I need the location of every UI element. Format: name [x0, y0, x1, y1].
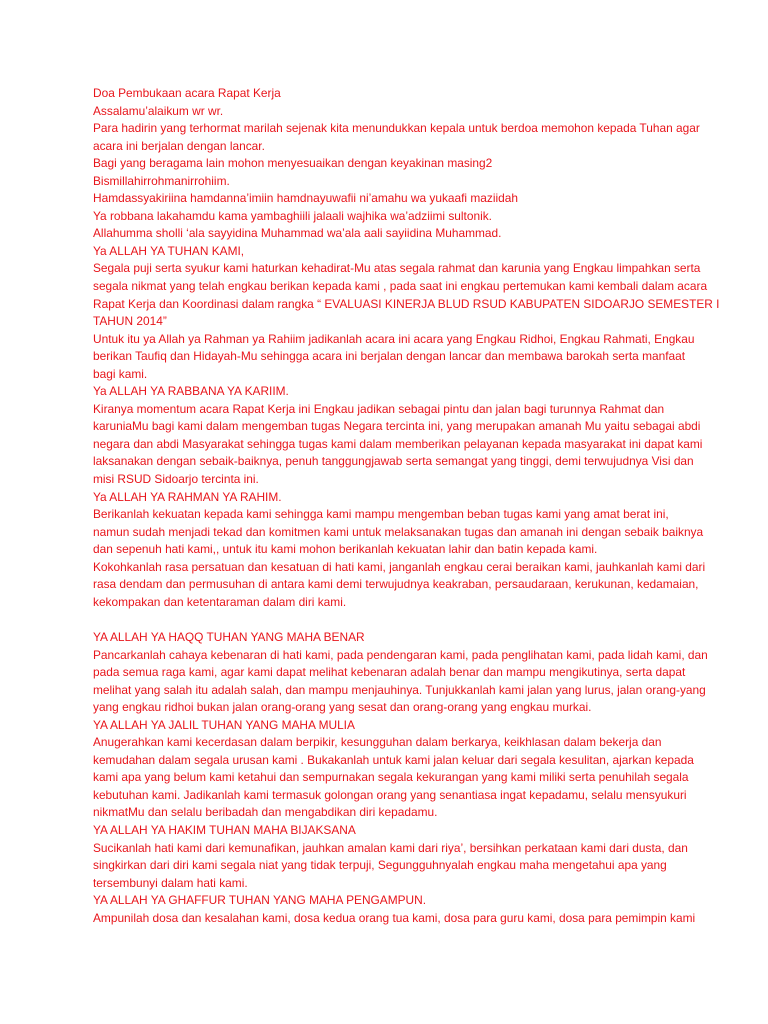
document-line: Berikanlah kekuatan kepada kami sehingga kami mampu mengemban beban tugas kami yang amat berat ini, [93, 507, 669, 522]
document-line: melihat yang salah itu adalah salah, dan mampu menjauhinya. Tunjukkanlah kami jalan yang lurus, jalan orang-yang [93, 682, 706, 697]
document-line: Untuk itu ya Allah ya Rahman ya Rahiim jadikanlah acara ini acara yang Engkau Ridhoi, Engkau Rahmati, Engkau [93, 331, 695, 346]
document-line: Assalamu’alaikum wr wr. [93, 103, 224, 118]
document-line: Pancarkanlah cahaya kebenaran di hati kami, pada pendengaran kami, pada penglihatan kami, pada lidah kami, dan [93, 647, 708, 662]
document-line: negara dan abdi Masyarakat sehingga tugas kami dalam memberikan pelayanan kepada masyarakat ini dapat kami [93, 436, 703, 451]
document-line: Ya ALLAH YA RAHMAN YA RAHIM. [93, 489, 282, 504]
document-line: karuniaMu bagi kami dalam mengemban tugas Negara tercinta ini, yang merupakan amanah Mu yaitu sebagai abdi [93, 419, 701, 434]
blank-line [93, 611, 761, 629]
document-line: kekompakan dan ketentaraman dalam diri kami. [93, 594, 347, 609]
document-line: nikmatMu dan selalu beribadah dan mengabdikan diri kepadamu. [93, 805, 438, 820]
document-line: kami apa yang belum kami ketahui dan sempurnakan segala kekurangan yang kami miliki serta penuhilah segala [93, 770, 689, 785]
document-line: Ya ALLAH YA TUHAN KAMI, [93, 243, 245, 258]
document-line: Para hadirin yang terhormat marilah sejenak kita menundukkan kepala untuk berdoa memohon kepada Tuhan agar [93, 121, 700, 136]
document-line: bagi kami. [93, 366, 148, 381]
document-line: Kiranya momentum acara Rapat Kerja ini Engkau jadikan sebagai pintu dan jalan bagi turunnya Rahmat dan [93, 401, 665, 416]
document-line: YA ALLAH YA GHAFFUR TUHAN YANG MAHA PENGAMPUN. [93, 893, 427, 908]
document-line: rasa dendam dan permusuhan di antara kami demi terwujudnya keakraban, persaudaraan, kerukunan, kedamaian, [93, 577, 699, 592]
document-line: acara ini berjalan dengan lancar. [93, 138, 265, 153]
document-line: Allahumma sholli ‘ala sayyidina Muhammad wa’ala aali sayiidina Muhammad. [93, 226, 502, 241]
document-line: YA ALLAH YA HAQQ TUHAN YANG MAHA BENAR [93, 629, 365, 644]
document-line: Ya robbana lakahamdu kama yambaghiili jalaali wajhika wa’adziimi sultonik. [93, 208, 492, 223]
document-line: Bismillahirrohmanirrohiim. [93, 173, 230, 188]
document-line: pada semua raga kami, agar kami dapat melihat kebenaran adalah benar dan mampu mengikutinya, serta dapat [93, 665, 686, 680]
document-line: Hamdassyakiriina hamdanna’imiin hamdnayuwafii ni’amahu wa yukaafi maziidah [93, 191, 518, 206]
document-line: misi RSUD Sidoarjo tercinta ini. [93, 472, 259, 487]
document-line: kemudahan dalam segala urusan kami . Bukakanlah untuk kami jalan keluar dari segala kesulitan, ajarkan kepada [93, 752, 694, 767]
document-line: YA ALLAH YA HAKIM TUHAN MAHA BIJAKSANA [93, 822, 356, 837]
document-line: kebutuhan kami. Jadikanlah kami termasuk golongan orang yang senantiasa ingat kepadamu, selalu mensyukuri [93, 787, 687, 802]
document-line: dan sepenuh hati kami,, untuk itu kami mohon berikanlah kekuatan lahir dan batin kepada kami. [93, 542, 598, 557]
document-line: Segala puji serta syukur kami haturkan kehadirat-Mu atas segala rahmat dan karunia yang Engkau limpahkan serta [93, 261, 701, 276]
document-line: TAHUN 2014” [93, 314, 167, 329]
document-line: YA ALLAH YA JALIL TUHAN YANG MAHA MULIA [93, 717, 355, 732]
document-line: Bagi yang beragama lain mohon menyesuaikan dengan keyakinan masing2 [93, 156, 493, 171]
document-line: yang engkau ridhoi bukan jalan orang-orang yang sesat dan orang-orang yang engkau murkai. [93, 700, 592, 715]
document-line: tersembunyi dalam hati kami. [93, 875, 248, 890]
document-line: Doa Pembukaan acara Rapat Kerja [93, 86, 281, 100]
document-line: Kokohkanlah rasa persatuan dan kesatuan di hati kami, janganlah engkau cerai beraikan kami, jauhkanlah kami dari [93, 559, 706, 574]
document-line: Anugerahkan kami kecerdasan dalam berpikir, kesungguhan dalam berkarya, keikhlasan dalam bekerja dan [93, 735, 662, 750]
document-line: Sucikanlah hati kami dari kemunafikan, jauhkan amalan kami dari riya’, bersihkan perkataan kami dari dusta, dan [93, 840, 688, 855]
document-line: namun sudah menjadi tekad dan komitmen kami untuk melaksanakan tugas dan amanah ini dengan sebaik baiknya [93, 524, 704, 539]
document-line: segala nikmat yang telah engkau berikan kepada kami , pada saat ini engkau pertemukan kami kembali dalam acara [93, 279, 708, 294]
document-line: Ampunilah dosa dan kesalahan kami, dosa kedua orang tua kami, dosa para guru kami, dosa para pemimpin kami [93, 910, 696, 925]
document-line: Rapat Kerja dan Koordinasi dalam rangka “ EVALUASI KINERJA BLUD RSUD KABUPATEN SIDOARJO SEMESTER I [93, 296, 720, 311]
document-line: singkirkan dari diri kami segala niat yang tidak terpuji, Segungguhnyalah engkau maha mengetahui apa yang [93, 858, 667, 873]
document-body [93, 85, 761, 927]
document-line: laksanakan dengan sebaik-baiknya, penuh tanggungjawab serta semangat yang tinggi, demi terwujudnya Visi dan [93, 454, 694, 469]
document-line: Ya ALLAH YA RABBANA YA KARIIM. [93, 384, 289, 399]
document-line: berikan Taufiq dan Hidayah-Mu sehingga acara ini berjalan dengan lancar dan membawa barokah serta manfaat [93, 349, 686, 364]
